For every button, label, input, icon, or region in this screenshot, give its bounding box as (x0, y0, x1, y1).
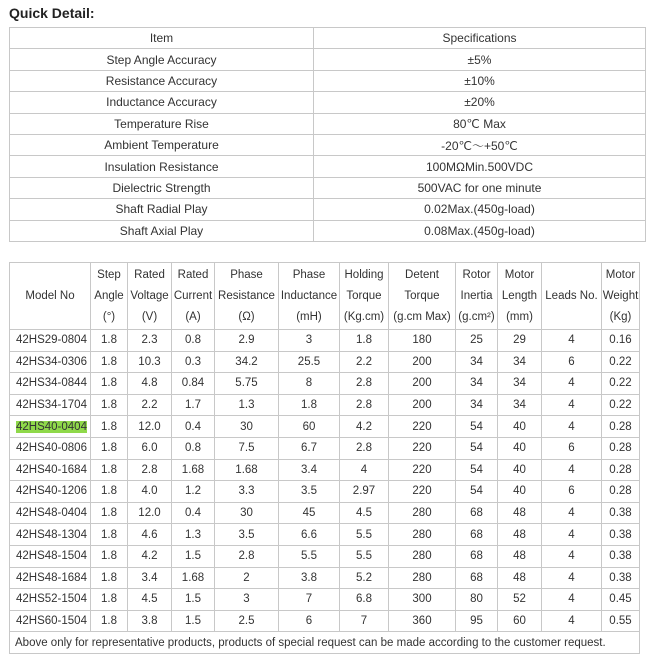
model-value-cell: 1.8 (91, 610, 128, 632)
model-value-cell: 34 (498, 373, 542, 395)
header-line: Current (173, 289, 213, 302)
model-no-text: 42HS40-0404 (16, 420, 87, 433)
spec-value-cell: 100MΩMin.500VDC (314, 156, 646, 177)
spec-table-row (10, 49, 646, 70)
model-table-row (10, 545, 640, 567)
header-line: Holding (344, 268, 384, 281)
spec-value-cell: -20℃～+50℃ (314, 134, 646, 155)
model-table-row (10, 459, 640, 481)
model-value-cell: 3.4 (279, 459, 340, 481)
model-value-cell: 12.0 (128, 502, 172, 524)
model-value-cell: 1.7 (172, 394, 215, 416)
model-value-cell: 4.2 (128, 545, 172, 567)
model-table-row (10, 524, 640, 546)
model-value-cell: 280 (389, 545, 456, 567)
header-line: (°) (102, 310, 116, 323)
model-value-cell: 1.8 (91, 502, 128, 524)
model-value-cell: 2.8 (215, 545, 279, 567)
model-value-cell: 180 (389, 330, 456, 352)
model-value-cell: 4 (542, 610, 602, 632)
header-line: Motor (605, 268, 636, 281)
model-value-cell: 1.8 (279, 394, 340, 416)
spec-item-cell: Shaft Axial Play (10, 220, 314, 241)
model-value-cell: 54 (456, 437, 498, 459)
spec-item-cell: Insulation Resistance (10, 156, 314, 177)
header-line: Angle (94, 289, 124, 302)
model-value-cell: 10.3 (128, 351, 172, 373)
model-value-cell: 300 (389, 589, 456, 611)
model-value-cell: 52 (498, 589, 542, 611)
model-value-cell: 80 (456, 589, 498, 611)
note-row (10, 632, 640, 654)
model-value-cell: 2.97 (340, 481, 389, 503)
model-value-cell: 7 (279, 589, 340, 611)
model-value-cell: 1.8 (91, 351, 128, 373)
spec-value-cell: 80℃ Max (314, 113, 646, 134)
model-value-cell: 3.4 (128, 567, 172, 589)
spec-table-row (10, 113, 646, 134)
model-value-cell: 0.8 (172, 437, 215, 459)
model-value-cell: 2.9 (215, 330, 279, 352)
model-value-cell: 54 (456, 459, 498, 481)
header-line: (g.cm Max) (393, 310, 451, 323)
model-value-cell: 60 (498, 610, 542, 632)
model-no-text: 42HS48-1504 (16, 550, 87, 563)
header-leads-no (542, 263, 602, 330)
model-value-cell: 2.8 (128, 459, 172, 481)
model-value-cell: 34 (456, 373, 498, 395)
model-value-cell: 0.55 (602, 610, 640, 632)
model-value-cell: 6.8 (340, 589, 389, 611)
spec-value-cell: 500VAC for one minute (314, 177, 646, 198)
model-no-text: 42HS40-1206 (16, 485, 87, 498)
model-value-cell: 4 (542, 394, 602, 416)
model-value-cell: 4.5 (128, 589, 172, 611)
model-no-cell (10, 567, 91, 589)
header-motor-weight (602, 263, 640, 330)
model-value-cell: 68 (456, 502, 498, 524)
model-value-cell: 0.4 (172, 502, 215, 524)
model-value-cell: 6 (542, 351, 602, 373)
model-no-cell (10, 524, 91, 546)
model-value-cell: 280 (389, 524, 456, 546)
model-value-cell: 34 (498, 394, 542, 416)
spec-value-cell: 0.02Max.(450g-load) (314, 199, 646, 220)
header-line: (Ω) (238, 310, 255, 323)
model-value-cell: 4 (542, 567, 602, 589)
header-step-angle (91, 263, 128, 330)
model-value-cell: 34.2 (215, 351, 279, 373)
model-value-cell: 2.3 (128, 330, 172, 352)
model-value-cell: 5.75 (215, 373, 279, 395)
model-value-cell: 1.8 (340, 330, 389, 352)
header-line: Inertia (460, 289, 493, 302)
header-line: Model No (25, 289, 75, 302)
model-table-row (10, 416, 640, 438)
header-line: (A) (185, 310, 201, 323)
model-value-cell: 48 (498, 502, 542, 524)
header-detent-torque (389, 263, 456, 330)
model-value-cell: 68 (456, 567, 498, 589)
model-no-text: 42HS60-1504 (16, 615, 87, 628)
model-value-cell: 0.22 (602, 373, 640, 395)
model-value-cell: 1.68 (215, 459, 279, 481)
model-no-cell (10, 545, 91, 567)
model-value-cell: 3 (215, 589, 279, 611)
model-value-cell: 45 (279, 502, 340, 524)
model-value-cell: 0.3 (172, 351, 215, 373)
model-value-cell: 68 (456, 524, 498, 546)
header-line: Rated (177, 268, 209, 281)
model-value-cell: 54 (456, 481, 498, 503)
model-value-cell: 1.8 (91, 416, 128, 438)
model-value-cell: 3 (279, 330, 340, 352)
header-line: Step (97, 268, 121, 281)
header-line: Phase (292, 268, 326, 281)
model-table-row (10, 502, 640, 524)
model-value-cell: 34 (498, 351, 542, 373)
model-value-cell: 3.8 (128, 610, 172, 632)
model-value-cell: 48 (498, 524, 542, 546)
model-no-text: 42HS48-1684 (16, 571, 87, 584)
header-rotor-inertia (456, 263, 498, 330)
model-value-cell: 29 (498, 330, 542, 352)
spec-table-header-row (10, 28, 646, 49)
model-table-row (10, 437, 640, 459)
model-value-cell: 60 (279, 416, 340, 438)
model-value-cell: 5.5 (340, 524, 389, 546)
model-value-cell: 4 (542, 545, 602, 567)
model-value-cell: 6.6 (279, 524, 340, 546)
model-value-cell: 4.8 (128, 373, 172, 395)
header-line: (Kg) (609, 310, 632, 323)
model-value-cell: 1.8 (91, 589, 128, 611)
model-value-cell: 280 (389, 567, 456, 589)
model-value-cell: 280 (389, 502, 456, 524)
header-model-no (10, 263, 91, 330)
model-value-cell: 1.8 (91, 481, 128, 503)
model-value-cell: 200 (389, 373, 456, 395)
model-value-cell: 0.38 (602, 502, 640, 524)
header-line: (V) (141, 310, 158, 323)
model-value-cell: 0.45 (602, 589, 640, 611)
model-value-cell: 2.8 (340, 394, 389, 416)
model-value-cell: 95 (456, 610, 498, 632)
header-phase-resistance (215, 263, 279, 330)
model-value-cell: 200 (389, 351, 456, 373)
model-value-cell: 220 (389, 416, 456, 438)
model-value-cell: 6.7 (279, 437, 340, 459)
header-rated-voltage (128, 263, 172, 330)
model-value-cell: 360 (389, 610, 456, 632)
model-value-cell: 220 (389, 481, 456, 503)
model-value-cell: 4.6 (128, 524, 172, 546)
model-value-cell: 1.68 (172, 567, 215, 589)
spec-item-cell: Resistance Accuracy (10, 70, 314, 91)
model-value-cell: 40 (498, 416, 542, 438)
model-value-cell: 1.8 (91, 437, 128, 459)
spec-header-item: Item (10, 28, 314, 49)
spec-table (9, 27, 646, 242)
model-value-cell: 2.2 (128, 394, 172, 416)
model-no-cell (10, 330, 91, 352)
model-no-cell (10, 502, 91, 524)
model-value-cell: 4.2 (340, 416, 389, 438)
header-line: Leads No. (545, 289, 598, 302)
model-no-text: 42HS48-1304 (16, 528, 87, 541)
model-value-cell: 7 (340, 610, 389, 632)
header-holding-torque (340, 263, 389, 330)
header-line: Torque (346, 289, 382, 302)
model-table-row (10, 567, 640, 589)
spec-table-row (10, 92, 646, 113)
model-no-text: 42HS40-1684 (16, 463, 87, 476)
spec-value-cell: ±5% (314, 49, 646, 70)
model-value-cell: 220 (389, 437, 456, 459)
spec-table-row (10, 199, 646, 220)
model-value-cell: 34 (456, 394, 498, 416)
spec-item-cell: Temperature Rise (10, 113, 314, 134)
model-value-cell: 25.5 (279, 351, 340, 373)
model-value-cell: 3.3 (215, 481, 279, 503)
header-line: Detent (405, 268, 439, 281)
header-line: Weight (602, 289, 639, 302)
model-value-cell: 48 (498, 567, 542, 589)
spec-header-specifications: Specifications (314, 28, 646, 49)
model-value-cell: 4 (340, 459, 389, 481)
model-table-header-row (10, 263, 640, 330)
model-value-cell: 1.3 (215, 394, 279, 416)
model-value-cell: 4 (542, 416, 602, 438)
spec-table-row (10, 156, 646, 177)
model-value-cell: 0.28 (602, 437, 640, 459)
model-no-text: 42HS48-0404 (16, 507, 87, 520)
model-value-cell: 1.5 (172, 545, 215, 567)
header-line: Phase (230, 268, 263, 281)
model-value-cell: 7.5 (215, 437, 279, 459)
model-no-cell (10, 610, 91, 632)
spec-table-row (10, 220, 646, 241)
model-value-cell: 6 (542, 481, 602, 503)
header-phase-inductance (279, 263, 340, 330)
model-value-cell: 1.8 (91, 330, 128, 352)
model-value-cell: 0.38 (602, 545, 640, 567)
model-value-cell: 40 (498, 481, 542, 503)
model-value-cell: 1.2 (172, 481, 215, 503)
model-value-cell: 8 (279, 373, 340, 395)
spec-value-cell: ±20% (314, 92, 646, 113)
model-value-cell: 3.8 (279, 567, 340, 589)
model-value-cell: 1.5 (172, 589, 215, 611)
model-value-cell: 0.28 (602, 459, 640, 481)
model-value-cell: 0.38 (602, 567, 640, 589)
header-line: (g.cm²) (458, 310, 495, 323)
model-value-cell: 3.5 (279, 481, 340, 503)
header-line: Length (501, 289, 538, 302)
model-value-cell: 4 (542, 373, 602, 395)
model-value-cell: 30 (215, 502, 279, 524)
model-value-cell: 6 (279, 610, 340, 632)
model-no-cell (10, 416, 91, 438)
model-value-cell: 1.8 (91, 545, 128, 567)
model-value-cell: 0.4 (172, 416, 215, 438)
model-value-cell: 34 (456, 351, 498, 373)
model-value-cell: 2.5 (215, 610, 279, 632)
model-value-cell: 220 (389, 459, 456, 481)
model-value-cell: 1.8 (91, 524, 128, 546)
model-no-text: 42HS52-1504 (16, 593, 87, 606)
spec-value-cell: 0.08Max.(450g-load) (314, 220, 646, 241)
model-value-cell: 4.0 (128, 481, 172, 503)
model-table-row (10, 330, 640, 352)
model-value-cell: 4 (542, 502, 602, 524)
note-text: Above only for representative products, products of special request can be made according to the customer request. (10, 632, 640, 654)
model-value-cell: 1.3 (172, 524, 215, 546)
model-value-cell: 0.38 (602, 524, 640, 546)
model-value-cell: 1.5 (172, 610, 215, 632)
model-no-cell (10, 394, 91, 416)
model-no-text: 42HS29-0804 (16, 334, 87, 347)
header-line: Voltage (130, 289, 169, 302)
model-value-cell: 0.84 (172, 373, 215, 395)
model-value-cell: 2.8 (340, 437, 389, 459)
header-line: (mm) (506, 310, 533, 323)
model-value-cell: 6.0 (128, 437, 172, 459)
model-no-text: 42HS34-0306 (16, 355, 87, 368)
quick-detail-heading: Quick Detail: (9, 5, 95, 21)
model-no-text: 42HS34-1704 (16, 399, 87, 412)
model-value-cell: 2 (215, 567, 279, 589)
model-value-cell: 1.8 (91, 459, 128, 481)
model-no-cell (10, 373, 91, 395)
spec-table-row (10, 134, 646, 155)
model-value-cell: 25 (456, 330, 498, 352)
spec-item-cell: Dielectric Strength (10, 177, 314, 198)
model-table-row (10, 481, 640, 503)
model-table-row (10, 373, 640, 395)
model-value-cell: 12.0 (128, 416, 172, 438)
model-value-cell: 5.5 (340, 545, 389, 567)
model-value-cell: 4 (542, 524, 602, 546)
spec-table-row (10, 177, 646, 198)
model-value-cell: 54 (456, 416, 498, 438)
header-line: (mH) (296, 310, 322, 323)
spec-item-cell: Step Angle Accuracy (10, 49, 314, 70)
model-value-cell: 30 (215, 416, 279, 438)
model-no-cell (10, 437, 91, 459)
model-value-cell: 1.8 (91, 394, 128, 416)
model-table-row (10, 394, 640, 416)
model-value-cell: 4 (542, 330, 602, 352)
model-no-text: 42HS34-0844 (16, 377, 87, 390)
model-no-cell (10, 589, 91, 611)
spec-item-cell: Inductance Accuracy (10, 92, 314, 113)
model-value-cell: 0.28 (602, 481, 640, 503)
model-value-cell: 0.8 (172, 330, 215, 352)
model-value-cell: 0.22 (602, 351, 640, 373)
header-rated-current (172, 263, 215, 330)
model-table (9, 262, 640, 654)
model-value-cell: 1.8 (91, 373, 128, 395)
model-no-cell (10, 459, 91, 481)
header-line: Rotor (462, 268, 491, 281)
model-value-cell: 40 (498, 459, 542, 481)
model-value-cell: 0.16 (602, 330, 640, 352)
model-value-cell: 6 (542, 437, 602, 459)
header-line: Inductance (280, 289, 338, 302)
model-value-cell: 2.2 (340, 351, 389, 373)
header-line: Resistance (218, 289, 275, 302)
model-value-cell: 1.68 (172, 459, 215, 481)
model-value-cell: 4 (542, 589, 602, 611)
model-value-cell: 40 (498, 437, 542, 459)
model-no-cell (10, 481, 91, 503)
model-value-cell: 5.2 (340, 567, 389, 589)
model-value-cell: 3.5 (215, 524, 279, 546)
header-motor-length (498, 263, 542, 330)
header-line: Rated (134, 268, 165, 281)
model-table-row (10, 351, 640, 373)
model-value-cell: 0.22 (602, 394, 640, 416)
model-value-cell: 0.28 (602, 416, 640, 438)
model-value-cell: 68 (456, 545, 498, 567)
header-line: (Kg.cm) (343, 310, 385, 323)
spec-item-cell: Ambient Temperature (10, 134, 314, 155)
model-value-cell: 1.8 (91, 567, 128, 589)
model-table-row (10, 610, 640, 632)
model-value-cell: 2.8 (340, 373, 389, 395)
spec-value-cell: ±10% (314, 70, 646, 91)
model-no-cell (10, 351, 91, 373)
model-no-text: 42HS40-0806 (16, 442, 87, 455)
model-value-cell: 4.5 (340, 502, 389, 524)
header-line: Torque (404, 289, 440, 302)
model-value-cell: 200 (389, 394, 456, 416)
model-value-cell: 4 (542, 459, 602, 481)
model-value-cell: 5.5 (279, 545, 340, 567)
header-line: Motor (504, 268, 535, 281)
model-table-row (10, 589, 640, 611)
spec-item-cell: Shaft Radial Play (10, 199, 314, 220)
model-value-cell: 48 (498, 545, 542, 567)
spec-table-row (10, 70, 646, 91)
